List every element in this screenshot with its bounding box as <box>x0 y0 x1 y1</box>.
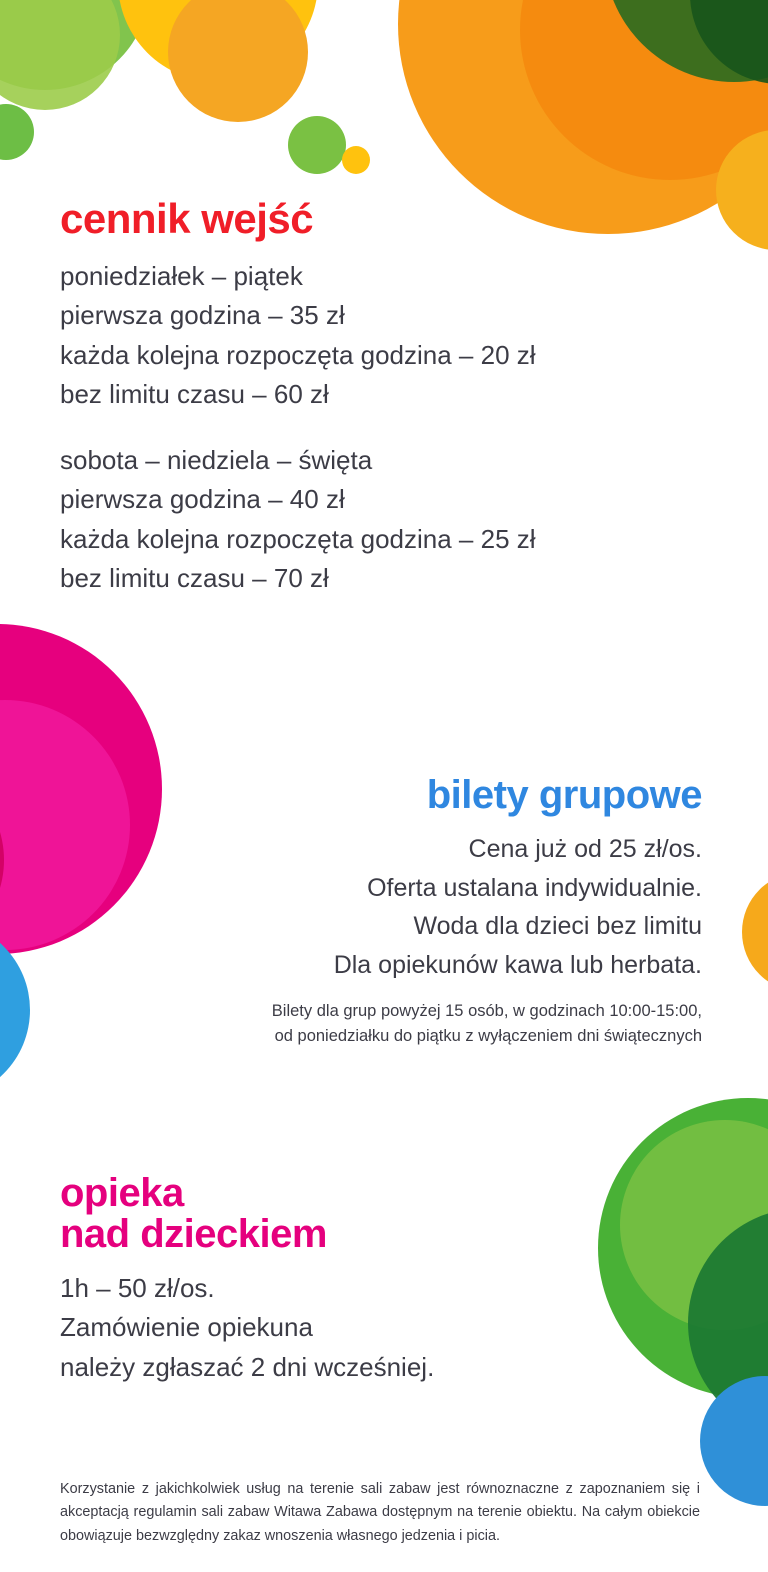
entry-weekday-block <box>60 257 536 415</box>
childcare-heading-line-2: nad dzieckiem <box>60 1211 327 1256</box>
section-entry-prices <box>60 195 536 599</box>
entry-weekday-line-4: bez limitu czasu – 60 zł <box>60 379 329 410</box>
entry-weekday-line-3: każda kolejna rozpoczęta godzina – 20 zł <box>60 339 536 370</box>
entry-weekend-line-4: bez limitu czasu – 70 zł <box>60 563 329 594</box>
group-tickets-fineprint-line-1: Bilety dla grup powyżej 15 osób, w godzinach 10:00-15:00, <box>271 1001 702 1020</box>
entry-weekday-line-1: poniedziałek – piątek <box>60 260 303 291</box>
entry-weekend-line-2: pierwsza godzina – 40 zł <box>60 484 345 515</box>
childcare-heading-line-1: opieka <box>60 1171 184 1215</box>
group-tickets-line-2: Oferta ustalana indywidualnie. <box>367 873 702 902</box>
entry-weekday-line-2: pierwsza godzina – 35 zł <box>60 300 345 331</box>
group-tickets-heading: bilety grupowe <box>426 773 702 817</box>
entry-weekend-block <box>60 441 536 599</box>
section-childcare <box>60 1173 434 1387</box>
childcare-line-2: Zamówienie opiekuna <box>60 1312 313 1343</box>
group-tickets-line-4: Dla opiekunów kawa lub herbata. <box>333 951 702 980</box>
entry-prices-heading: cennik wejść <box>60 195 314 242</box>
entry-weekend-line-1: sobota – niedziela – święta <box>60 444 373 475</box>
childcare-line-3: należy zgłaszać 2 dni wcześniej. <box>60 1351 435 1382</box>
entry-block-separator <box>60 415 536 441</box>
footer-disclaimer: Korzystanie z jakichkolwiek usług na terenie sali zabaw jest równoznaczne z zapoznaniem się i akceptacją regulamin sali zabaw Witawa Zabawa dostępnym na terenie obiektu. Na całym obiekcie obowiązuje bezwzględny zakaz wnoszenia własnego jedzenia i picia. <box>60 1481 700 1544</box>
section-group-tickets <box>272 775 702 1050</box>
entry-weekend-line-3: każda kolejna rozpoczęta godzina – 25 zł <box>60 523 536 554</box>
group-tickets-line-3: Woda dla dzieci bez limitu <box>413 912 702 941</box>
group-tickets-line-1: Cena już od 25 zł/os. <box>468 834 702 863</box>
group-tickets-fineprint-line-2: od poniedziałku do piątku z wyłączeniem dni świątecznych <box>274 1027 702 1046</box>
group-tickets-fineprint <box>272 999 702 1050</box>
childcare-line-1: 1h – 50 zł/os. <box>60 1272 215 1303</box>
childcare-heading <box>60 1173 434 1255</box>
